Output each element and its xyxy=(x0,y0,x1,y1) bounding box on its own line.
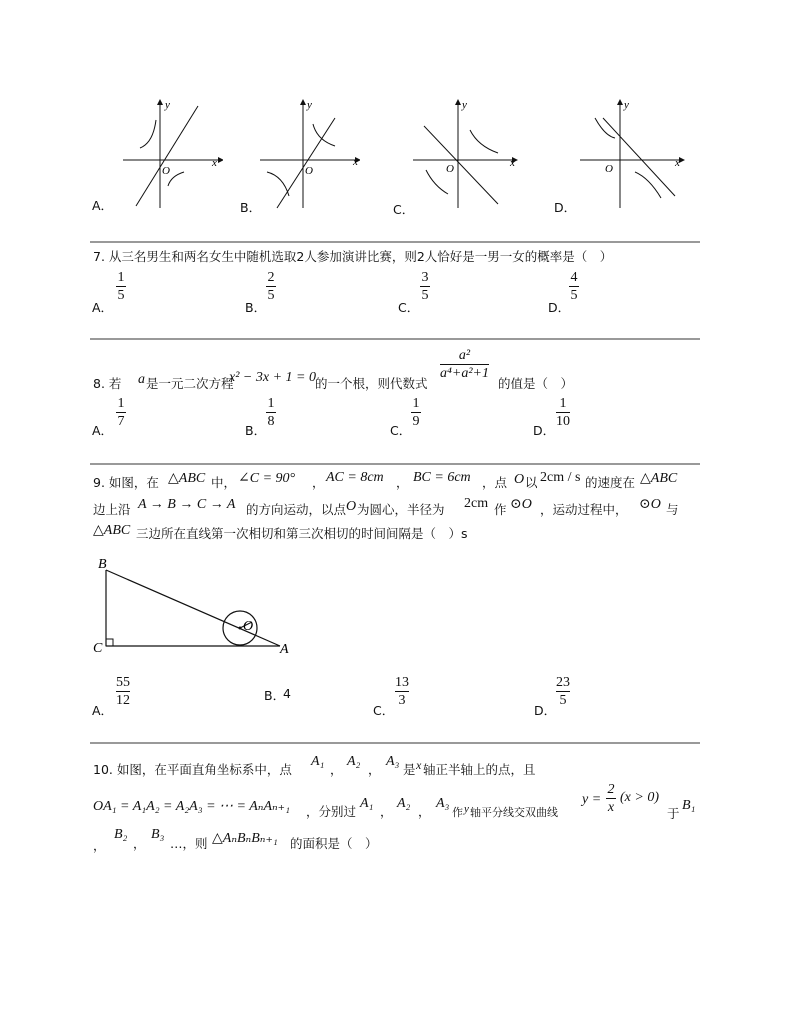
q6-graph-a xyxy=(118,98,223,210)
svg-text:O: O xyxy=(605,163,613,175)
q7-stem: 7. 从三名男生和两名女生中随机选取2人参加演讲比赛，则2人恰好是一男一女的概率是（ ） xyxy=(93,249,613,264)
svg-text:O: O xyxy=(446,163,454,175)
q7-option-c-frac: 3 5 xyxy=(421,270,429,303)
divider xyxy=(90,742,700,744)
q10-sequence-eq: OA₁ = A₁A₂ = A₂A₃ = ⋯ = AₙAₙ₊₁ xyxy=(93,799,290,814)
divider xyxy=(90,463,700,465)
q8-expression: a² a⁴+a²+1 xyxy=(440,348,489,381)
q6-option-b-label: B． xyxy=(240,200,262,215)
svg-text:y: y xyxy=(462,99,467,111)
q9-label-b: B xyxy=(98,557,107,572)
q6-a-x: x xyxy=(212,157,217,169)
divider xyxy=(90,241,700,243)
q9-label-o: O xyxy=(243,619,254,634)
divider xyxy=(90,338,700,340)
q8-option-d-frac: 1 10 xyxy=(556,396,570,429)
q6-a-y: y xyxy=(165,99,170,111)
q6-option-d-label: D． xyxy=(554,200,577,215)
q9-triangle-figure xyxy=(92,552,292,662)
q9-label-a: A xyxy=(280,642,289,657)
svg-text:x: x xyxy=(675,157,680,169)
svg-text:O: O xyxy=(305,165,313,177)
svg-text:x: x xyxy=(353,156,358,168)
q9-option-a-frac: 55 12 xyxy=(116,675,130,708)
q6-option-a-label: A． xyxy=(92,198,114,213)
q9-label-c: C xyxy=(93,641,103,656)
q8-option-a-frac: 1 7 xyxy=(117,396,125,429)
q6-option-c-label: C． xyxy=(393,202,415,217)
svg-text:y: y xyxy=(307,99,312,111)
q7-option-d-frac: 4 5 xyxy=(570,270,578,303)
q10-triangle: △AₙBₙBₙ₊₁ xyxy=(212,831,278,846)
q6-graph-b xyxy=(255,98,360,210)
q10-curve-frac: 2 x xyxy=(607,782,615,815)
q7-option-a-frac: 1 5 xyxy=(117,270,125,303)
svg-text:y: y xyxy=(624,99,629,111)
q6-graph-d xyxy=(575,98,687,210)
q8-option-c-frac: 1 9 xyxy=(412,396,420,429)
svg-text:x: x xyxy=(510,157,515,169)
q9-option-c-frac: 13 3 xyxy=(395,675,409,708)
q6-a-o: O xyxy=(162,165,170,177)
q8-option-b-frac: 1 8 xyxy=(267,396,275,429)
q9-option-d-frac: 23 5 xyxy=(556,675,570,708)
q6-graph-c xyxy=(408,98,520,210)
q7-option-b-frac: 2 5 xyxy=(267,270,275,303)
